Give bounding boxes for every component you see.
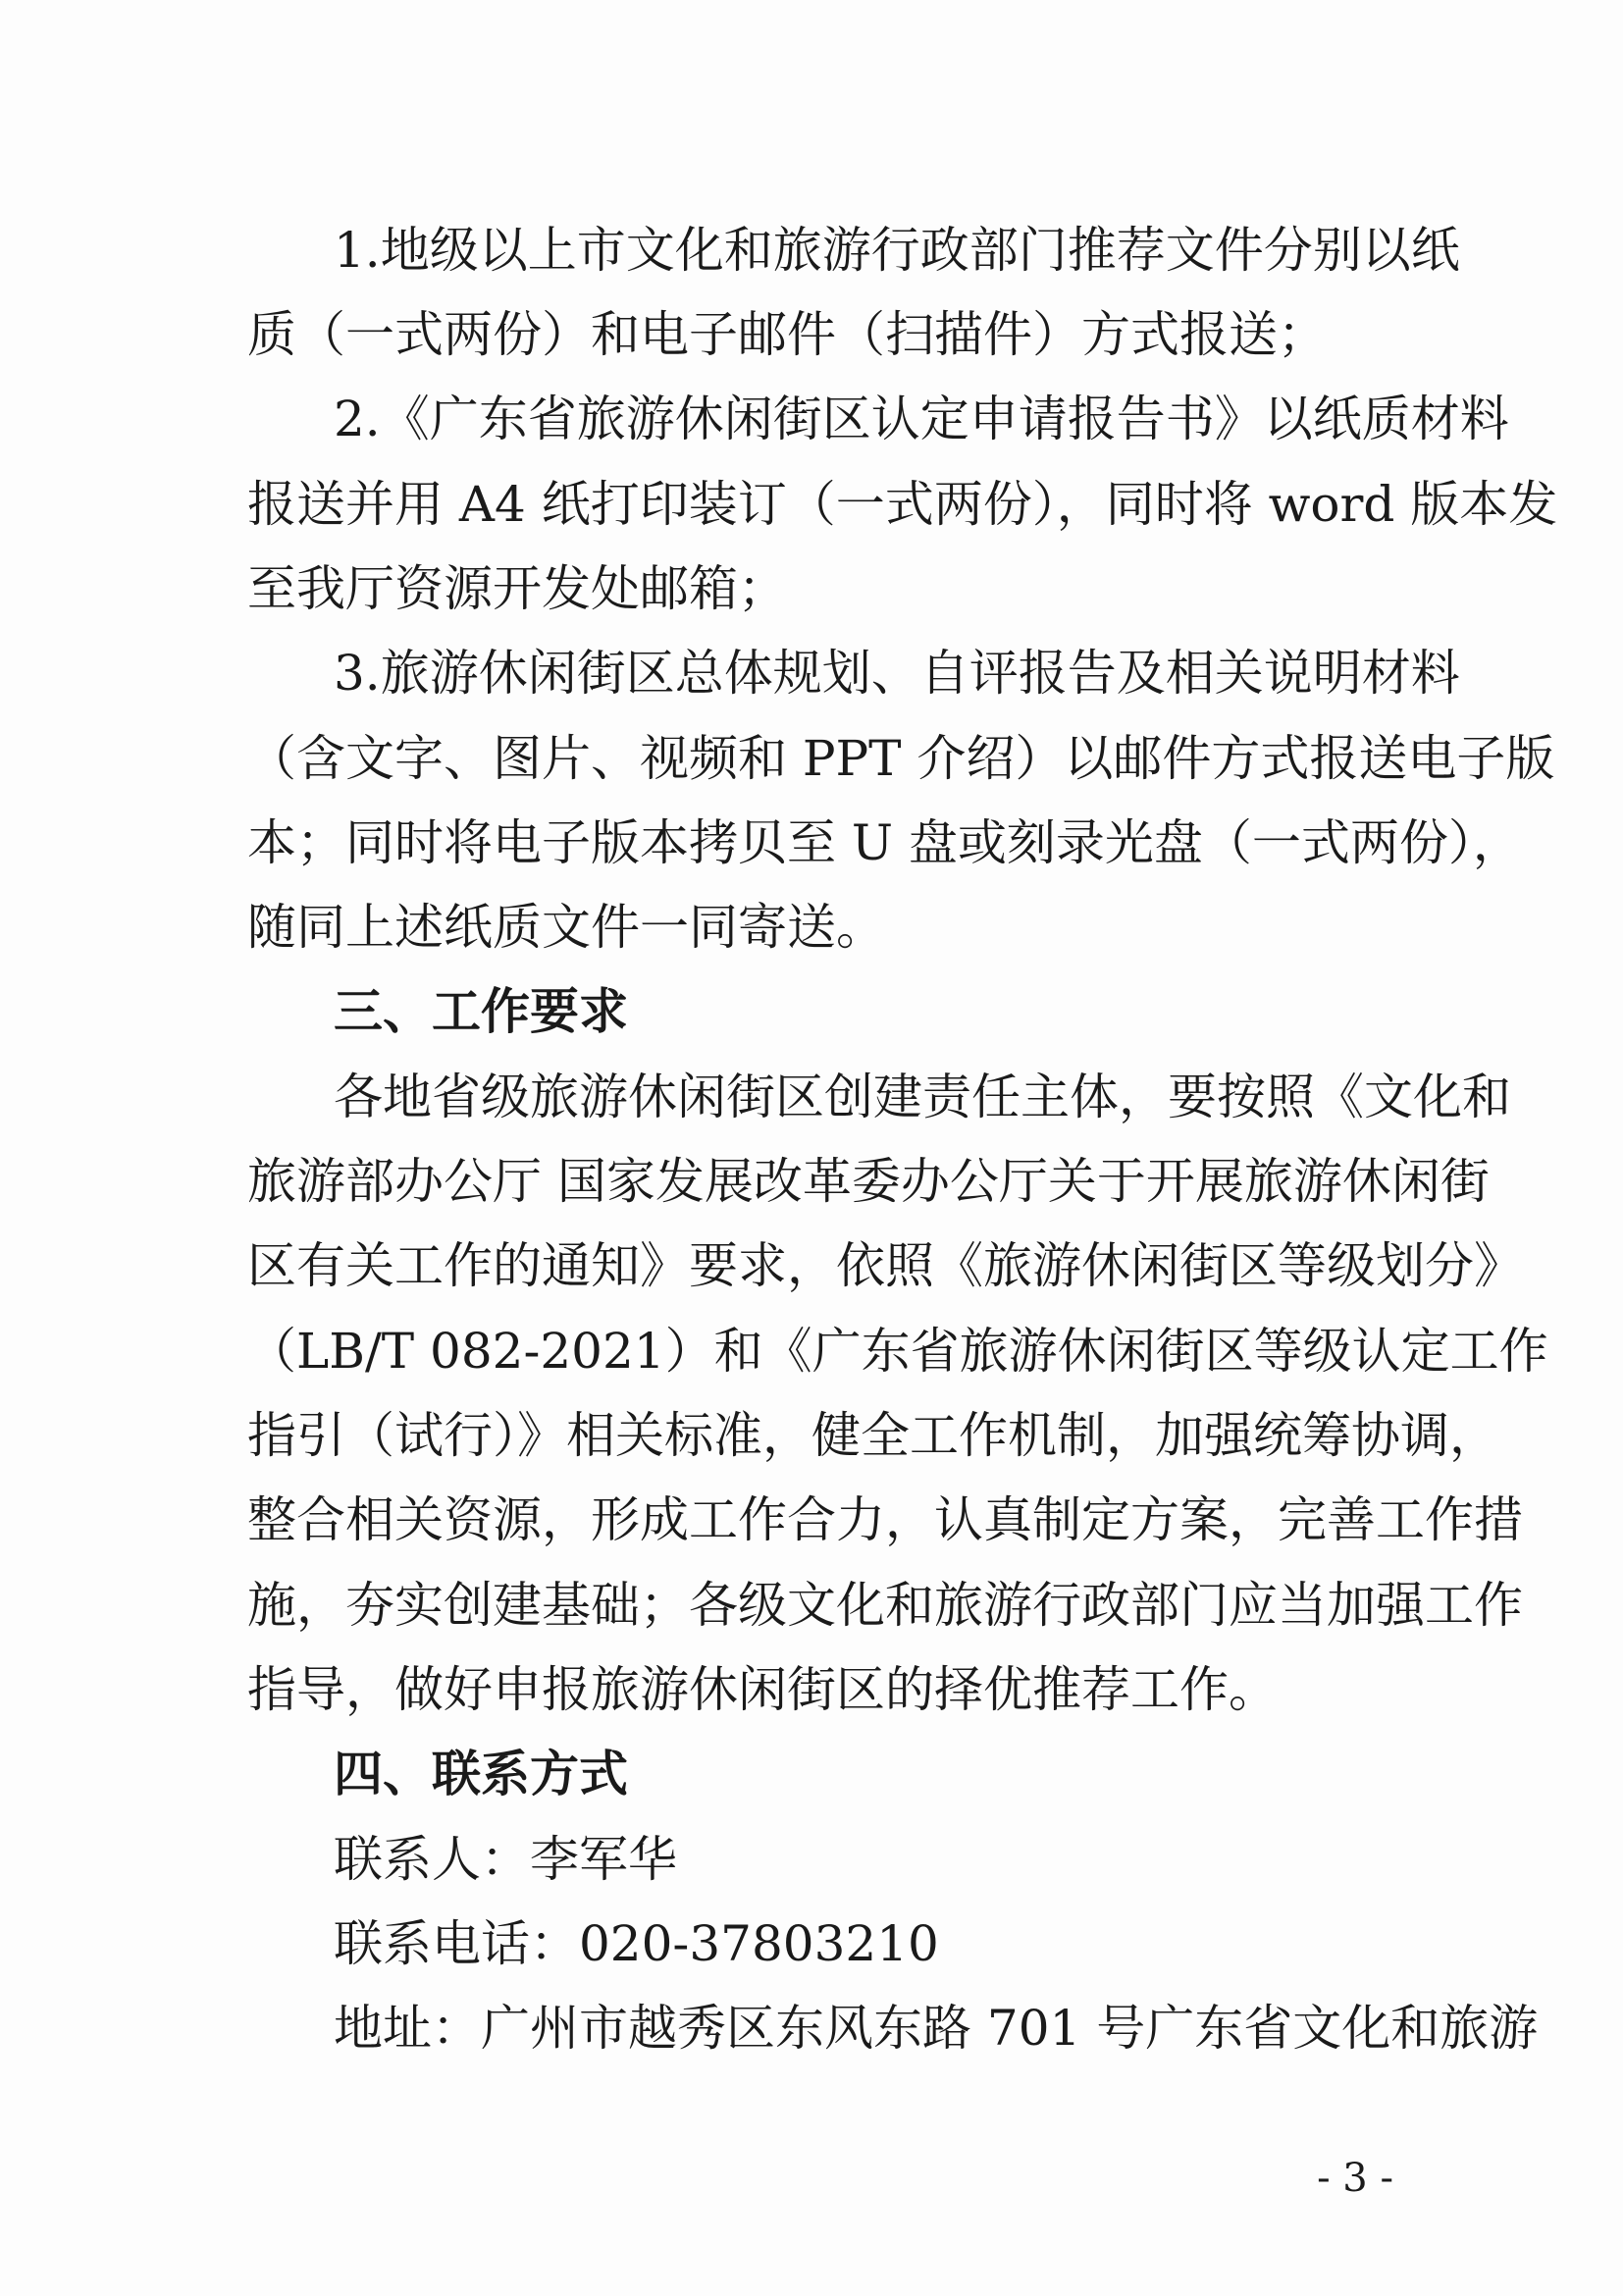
paragraph-line-6: 整合相关资源，形成工作合力，认真制定方案，完善工作措 bbox=[247, 1491, 1523, 1548]
paragraph-line-4: （LB/T 082-2021）和《广东省旅游休闲街区等级认定工作 bbox=[247, 1323, 1548, 1380]
paragraph-line-3: 区有关工作的通知》要求，依照《旅游休闲街区等级划分》 bbox=[247, 1237, 1523, 1294]
list-item-3-line-3: 本；同时将电子版本拷贝至 U 盘或刻录光盘（一式两份）， bbox=[247, 814, 1522, 871]
list-item-1-line-2: 质（一式两份）和电子邮件（扫描件）方式报送； bbox=[247, 306, 1327, 363]
paragraph-line-5: 指引（试行）》相关标准，健全工作机制，加强统筹协调， bbox=[247, 1407, 1498, 1464]
contact-person: 联系人：李军华 bbox=[334, 1831, 677, 1888]
paragraph-line-7: 施，夯实创建基础；各级文化和旅游行政部门应当加强工作 bbox=[247, 1577, 1523, 1634]
list-item-2-line-2: 报送并用 A4 纸打印装订（一式两份），同时将 word 版本发 bbox=[247, 476, 1558, 533]
list-item-2-line-3: 至我厅资源开发处邮箱； bbox=[247, 560, 787, 617]
paragraph-line-8: 指导，做好申报旅游休闲街区的择优推荐工作。 bbox=[247, 1661, 1278, 1718]
list-item-2-line-1: 2.《广东省旅游休闲街区认定申请报告书》以纸质材料 bbox=[334, 391, 1509, 447]
list-item-3-line-1: 3.旅游休闲街区总体规划、自评报告及相关说明材料 bbox=[334, 645, 1460, 702]
contact-phone: 联系电话：020-37803210 bbox=[334, 1915, 939, 1972]
page-number: - 3 - bbox=[1317, 2156, 1393, 2201]
list-item-3-line-2: （含文字、图片、视频和 PPT 介绍）以邮件方式报送电子版 bbox=[247, 730, 1555, 787]
contact-address: 地址：广州市越秀区东风东路 701 号广东省文化和旅游 bbox=[334, 2000, 1539, 2057]
section-heading-work-requirements: 三、工作要求 bbox=[334, 983, 628, 1040]
list-item-1-line-1: 1.地级以上市文化和旅游行政部门推荐文件分别以纸 bbox=[334, 222, 1460, 279]
paragraph-line-1: 各地省级旅游休闲街区创建责任主体，要按照《文化和 bbox=[334, 1069, 1511, 1125]
paragraph-line-2: 旅游部办公厅 国家发展改革委办公厅关于开展旅游休闲街 bbox=[247, 1153, 1490, 1210]
section-heading-contact: 四、联系方式 bbox=[334, 1746, 628, 1802]
list-item-3-line-4: 随同上述纸质文件一同寄送。 bbox=[247, 899, 885, 956]
